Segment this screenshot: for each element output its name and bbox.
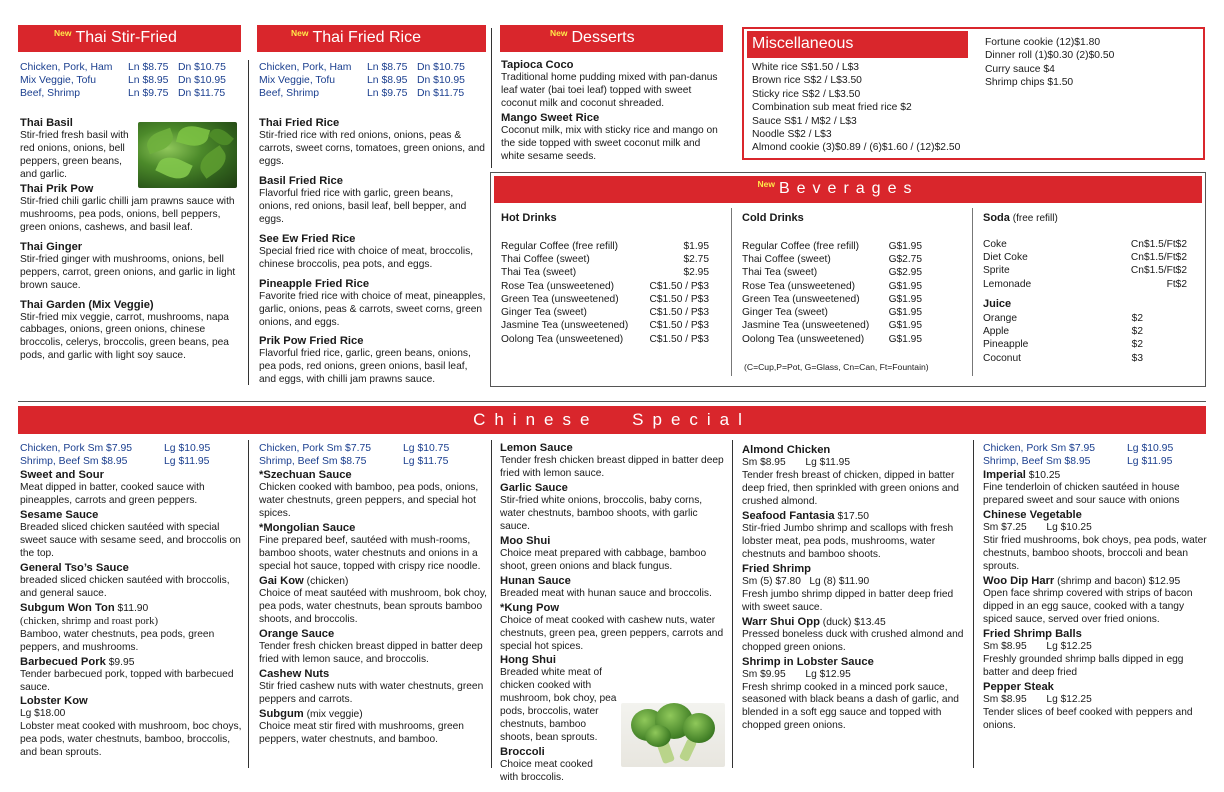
item-price: Sm $8.95 Lg $11.95 [742,457,850,468]
item-name: Almond Chicken [742,444,831,456]
divider [972,208,973,376]
section-title: Thai Fried Rice [312,29,421,47]
divider [973,440,974,768]
item-name: Orange Sauce [259,628,335,641]
misc-right-list [985,36,1200,90]
item-name: Seafood Fantasia [742,509,835,522]
chinese-col-2 [259,442,487,747]
item-note: (chicken) [306,576,349,588]
drink-row: Thai Coffee (sweet) G$2.75 [742,254,922,266]
item-heading [259,574,487,588]
item-desc: Breaded sliced chicken sautéed with special sweet sauce with sesame seed, and broccolis on the top. [20,522,241,560]
item-desc: Fresh shrimp cooked in a minced pork sauce, seasoned with black beans a dash of garlic, and blended in a soft egg sauce and topped with chopped green onions. [742,681,959,732]
item-name: Cashew Nuts [259,667,330,680]
item-name: Hunan Sauce [500,574,571,587]
item-note: Lg $18.00 [20,708,66,720]
hot-drinks [501,212,709,346]
item-desc: Freshly grounded shrimp balls dipped in egg batter and deep fried [983,654,1184,679]
drink-row: Rose Tea (unsweetened) C$1.50 / P$3 [501,280,709,292]
drink-legend: (C=Cup,P=Pot, G=Glass, Cn=Can, Ft=Fountain) [744,362,929,372]
divider [491,28,492,168]
item-price: (shrimp and bacon) $12.95 [1057,576,1181,588]
item-desc: Lobster meat cooked with mushroom, boc choys, pea pods, water chestnuts, bamboo, broccolis, and bean sprouts. [20,721,242,759]
item-price: Sm (5) $7.80 Lg (8) $11.90 [742,575,870,587]
drink-row: Pineapple $2 [983,339,1143,351]
item-price: Sm $7.25 Lg $10.25 [983,522,1092,534]
misc-item: Sticky rice S$2 / L$3.50 [752,88,861,100]
section-title: Thai Stir-Fried [75,29,177,47]
drink-row: Oolong Tea (unsweetened) C$1.50 / P$3 [501,333,709,345]
soda-title: Soda [983,212,1010,224]
misc-item: Noodle S$2 / L$3 [752,128,832,140]
item-desc: Coconut milk, mix with sticky rice and mango on the side topped with sweet coconut milk and white sesame seeds. [501,124,718,162]
item-desc: breaded sliced chicken sautéed with broccolis, and general sauce. [20,575,230,600]
fried-rice-header [257,25,486,52]
item-desc: Stir fried cashew nuts with water chestnuts, green peppers and carrots. [259,680,484,705]
item-name: General Tso’s Sauce [20,562,129,575]
drink-row: Regular Coffee (free refill) $1.95 [501,240,709,252]
divider [491,440,492,768]
item-desc: Flavorful fried rice, garlic, green beans, onions, pea pods, red onions, green onions, basil leaf, and eggs, with chilli jam prawns sauce. [259,348,471,386]
drink-row: Jasmine Tea (unsweetened) C$1.50 / P$3 [501,320,709,332]
desserts-header [500,25,723,52]
stir-fried-items [20,116,242,363]
item-name: Broccoli [500,746,545,759]
item-name: *Szechuan Sauce [259,469,352,482]
item-desc: Choice meat cooked with broccolis. [500,759,593,784]
item-price: $17.50 [837,510,870,522]
item-name: See Ew Fried Rice [259,232,356,245]
fried-rice-prices [259,61,487,101]
item-name: Hong Shui [500,654,556,667]
item-name: Basil Fried Rice [259,174,343,187]
item-desc: Tender fresh chicken breast dipped in batter deep fried with lemon sauce. [500,455,724,479]
misc-item: Curry sauce $4 [985,63,1055,75]
item-heading [20,601,245,615]
item-name: Imperial [983,469,1026,482]
new-badge: New [291,28,309,38]
chinese-col-5 [983,442,1207,733]
item-price: (duck) $13.45 [822,616,886,628]
item-name: Prik Pow Fried Rice [259,335,364,348]
item-name: Thai Ginger [20,240,83,253]
item-price: $9.95 [108,656,135,668]
cold-drinks-title: Cold Drinks [742,212,804,224]
stir-fried-prices [20,61,245,101]
item-desc: Choice meat prepared with cabbage, bamboo shoot, green onions and black fungus. [500,547,707,572]
drink-row: Apple $2 [983,326,1143,338]
item-name: Thai Prik Pow [20,182,94,195]
item-desc: Stir-fried chili garlic chilli jam prawns sauce with mushrooms, pea pods, onions, bell peppers, green onions, cashews, and basil leaf. [20,195,235,233]
item-desc: Stir-fried mix veggie, carrot, mushrooms, napa cabbages, onions, green onions, chinese broccolis, celerys, broccolis, green beans, pea pods, and garlic with light soy sauce. [20,311,229,362]
item-desc: Breaded white meat of chicken cooked with mushroom, bok choy, pea pods, broccolis, water chestnuts, bamboo shoots, bean sprouts. [500,667,617,744]
drink-row: Diet Coke Cn$1.5/Ft$2 [983,252,1187,264]
item-desc: Chicken cooked with bamboo, pea pods, onions, water chestnuts, green peppers, and special hot spices. [259,482,479,520]
drink-row: Thai Tea (sweet) G$2.95 [742,267,922,279]
item-desc: Stir-fried white onions, broccolis, baby corns, water chestnuts, bamboo shoots, with garlic sauce. [500,494,703,532]
beverages-header [494,176,1202,203]
misc-item: Combination sub meat fried rice $2 [752,102,912,114]
item-desc: Choice of meat sautéed with mushroom, bok choy, pea pods, water chestnuts, bean sprouts bamboo shoots, and broccolis. [259,588,488,626]
drink-row: Sprite Cn$1.5/Ft$2 [983,265,1187,277]
new-badge: New [550,28,568,38]
item-note: (mix veggie) [306,708,363,720]
drink-row: Thai Coffee (sweet) $2.75 [501,254,709,266]
price-row: Mix Veggie, Tofu Ln $8.95 Dn $10.95 [259,75,465,87]
item-name: Woo Dip Harr [983,575,1055,588]
item-name: Warr Shui Opp [742,615,820,628]
item-price: $10.25 [1028,470,1061,482]
item-price: Sm $9.95 Lg $12.95 [742,668,851,680]
drink-row: Oolong Tea (unsweetened) G$1.95 [742,333,922,345]
price-row: Chicken, Pork Sm $7.95 Lg $10.95 [983,443,1174,454]
soda-title-row [983,212,1187,226]
item-desc: Flavorful fried rice with garlic, green beans, onions, red onions, basil leaf, bell bepper, and eggs. [259,187,467,225]
section-title: Beverages [778,180,919,198]
item-desc: Stir-fried ginger with mushrooms, onions, bell peppers, carrot, green onions, and garlic in light brown sauce. [20,253,236,291]
item-desc: Stir-fried rice with red onions, onions, peas & carrots, sweet corns, tomatoes, green onions, and eggs. [259,130,485,167]
item-name: Garlic Sauce [500,481,568,494]
item-price: $11.90 [117,603,149,615]
item-name: Sesame Sauce [20,509,99,522]
item-desc: Fine tenderloin of chicken sautéed in house prepared sweet and sour sauce with onions [983,482,1180,507]
item-name: Shrimp in Lobster Sauce [742,655,874,668]
misc-item: Dinner roll (1)$0.30 (2)$0.50 [985,50,1115,62]
item-heading [983,574,1207,588]
item-desc: Tender fresh chicken breast dipped in batter deep fried with lemon sauce, and broccolis. [259,641,483,665]
drink-row: Thai Tea (sweet) $2.95 [501,267,709,279]
soda-note: (free refill) [1012,213,1058,224]
item-desc: Tender slices of beef cooked with peppers and onions. [983,706,1193,731]
price-row: Beef, Shrimp Ln $9.75 Dn $11.75 [20,88,226,100]
price-row: Shrimp, Beef Sm $8.95 Lg $11.95 [20,456,210,468]
item-heading [20,655,245,669]
price-block [20,442,245,468]
item-name: Lemon Sauce [500,442,573,454]
item-desc: Open face shrimp covered with strips of bacon dipped in an egg sauce, cooked with a tangy spiced sauce, served over fried onions. [983,588,1193,626]
cold-drinks [742,212,922,346]
price-row: Chicken, Pork Sm $7.75 Lg $10.75 [259,443,450,454]
misc-item: Fortune cookie (12)$1.80 [985,37,1101,48]
misc-item: Brown rice S$2 / L$3.50 [752,75,862,87]
item-name: Chinese Vegetable [983,509,1082,522]
price-block [259,442,487,468]
broccoli-image [621,703,725,767]
price-row: Beef, Shrimp Ln $9.75 Dn $11.75 [259,88,465,100]
item-name: Fried Shrimp [742,562,811,575]
price-row: Shrimp, Beef Sm $8.75 Lg $11.75 [259,456,449,468]
item-name: *Kung Pow [500,601,560,614]
item-desc: Traditional home pudding mixed with pan-danus leaf water (bai toei leaf) topped with sweet coconut milk and coconut shreaded. [501,72,718,109]
section-title: Miscellaneous [752,35,854,53]
item-heading [983,468,1207,482]
misc-item: Almond cookie (3)$0.89 / (6)$1.60 / (12)$2.50 [752,142,961,154]
juice-title: Juice [983,297,1012,310]
drink-row: Regular Coffee (free refill) G$1.95 [742,240,922,252]
item-price: Sm $8.95 Lg $12.25 [983,693,1092,705]
price-row: Chicken, Pork, Ham Ln $8.75 Dn $10.75 [259,62,465,73]
price-row: Chicken, Pork Sm $7.95 Lg $10.95 [20,443,211,454]
fried-rice-items [259,116,487,387]
chinese-col-1 [20,442,245,760]
chinese-rule [18,401,1206,402]
item-name: Thai Fried Rice [259,117,340,129]
misc-item: Shrimp chips $1.50 [985,77,1074,89]
new-badge: New [757,179,775,189]
item-name: *Mongolian Sauce [259,522,356,535]
price-row: Chicken, Pork, Ham Ln $8.75 Dn $10.75 [20,62,226,73]
item-heading [259,707,487,721]
item-desc: Pressed boneless duck with crushed almond and chopped green onions. [742,628,964,653]
item-desc: Stir-fried fresh basil with red onions, onions, bell peppers, green beans, and garlic. [20,130,129,180]
item-name: Subgum Won Ton [20,602,115,615]
divider [731,208,732,376]
item-name: Moo Shui [500,534,551,547]
drink-row: Ginger Tea (sweet) C$1.50 / P$3 [501,307,709,319]
desserts-items [501,58,723,164]
item-name: Gai Kow [259,575,304,588]
soda-juice [983,212,1187,365]
item-name: Mango Sweet Rice [501,111,600,124]
item-desc: Breaded meat with hunan sauce and broccolis. [500,587,712,599]
item-name: Subgum [259,707,304,720]
drink-row: Rose Tea (unsweetened) G$1.95 [742,280,922,292]
item-heading [742,615,967,629]
drink-row: Ginger Tea (sweet) G$1.95 [742,307,922,319]
section-title: Chinese Special [473,410,751,430]
chinese-special-header [18,406,1206,434]
item-price: Sm $8.95 Lg $12.25 [983,641,1092,653]
item-desc: Fine prepared beef, sautéed with mush-rooms, bamboo shoots, water chestnuts and onions in a special hot sauce, topped with crispy rice noodle. [259,535,481,573]
misc-header [747,31,968,58]
item-desc: Bamboo, water chestnuts, pea pods, green peppers, and mushrooms. [20,628,215,653]
drink-row: Coke Cn$1.5/Ft$2 [983,238,1187,250]
item-note: (chicken, shrimp and roast pork) [20,616,158,628]
section-title: Desserts [571,29,635,47]
misc-left-list [752,61,982,155]
price-row: Mix Veggie, Tofu Ln $8.95 Dn $10.95 [20,75,226,87]
item-name: Pineapple Fried Rice [259,277,370,290]
item-heading [742,509,967,523]
item-desc: Special fried rice with choice of meat, broccolis, chinese broccolis, pea pots, and eggs. [259,245,474,270]
divider [248,440,249,768]
item-desc: Tender fresh breast of chicken, dipped in batter deep fried, then sprinkled with green onions and crushed almond. [742,469,959,507]
item-name: Barbecued Pork [20,655,106,668]
misc-item: White rice S$1.50 / L$3 [752,62,860,73]
item-name: Pepper Steak [983,680,1054,693]
divider [732,440,733,768]
item-desc: Choice of meat cooked with cashew nuts, water chestnuts, green pea, green peppers, carrots and special hot spices. [500,614,724,652]
item-name: Lobster Kow [20,695,88,708]
drink-row: Green Tea (unsweetened) C$1.50 / P$3 [501,293,709,305]
drink-row: Green Tea (unsweetened) G$1.95 [742,293,922,305]
misc-item: Sauce S$1 / M$2 / L$3 [752,115,857,127]
juice-list [983,312,1143,365]
price-row: Shrimp, Beef Sm $8.95 Lg $11.95 [983,456,1173,468]
price-block [983,442,1207,468]
drink-row: Coconut $3 [983,352,1143,364]
item-name: Sweet and Sour [20,469,104,482]
item-desc: Meat dipped in batter, cooked sauce with pineapples, carrots and green peppers. [20,482,205,507]
stir-fried-header [18,25,241,52]
item-name: Thai Garden (Mix Veggie) [20,298,154,311]
chinese-col-4 [742,443,967,733]
item-desc: Favorite fried rice with choice of meat, pineapples, garlic, onions, peas & carrots, sweet corns, green onions, and eggs. [259,290,486,328]
hot-drinks-title: Hot Drinks [501,212,557,224]
drink-row: Lemonade Ft$2 [983,278,1187,290]
new-badge: New [54,28,72,38]
item-desc: Fresh jumbo shrimp dipped in batter deep fried with sweet sauce. [742,588,954,613]
drink-row: Orange $2 [983,312,1143,324]
divider [248,60,249,385]
item-desc: Stir-fried Jumbo shrimp and scallops with fresh lobster meat, pea pods, mushrooms, water chestnuts and bamboo shoots. [742,522,954,560]
item-name: Tapioca Coco [501,59,574,71]
item-desc: Choice meat stir fired with mushrooms, green peppers, water chestnuts, and bamboo. [259,720,464,745]
item-name: Thai Basil [20,117,73,129]
item-name: Fried Shrimp Balls [983,628,1082,641]
drink-row: Jasmine Tea (unsweetened) G$1.95 [742,320,922,332]
item-desc: Tender barbecued pork, topped with barbecued sauce. [20,668,234,693]
item-desc: Stir fried mushrooms, bok choys, pea pods, water chestnuts, bamboo shoots, broccoli and bean sprouts. [983,535,1207,573]
